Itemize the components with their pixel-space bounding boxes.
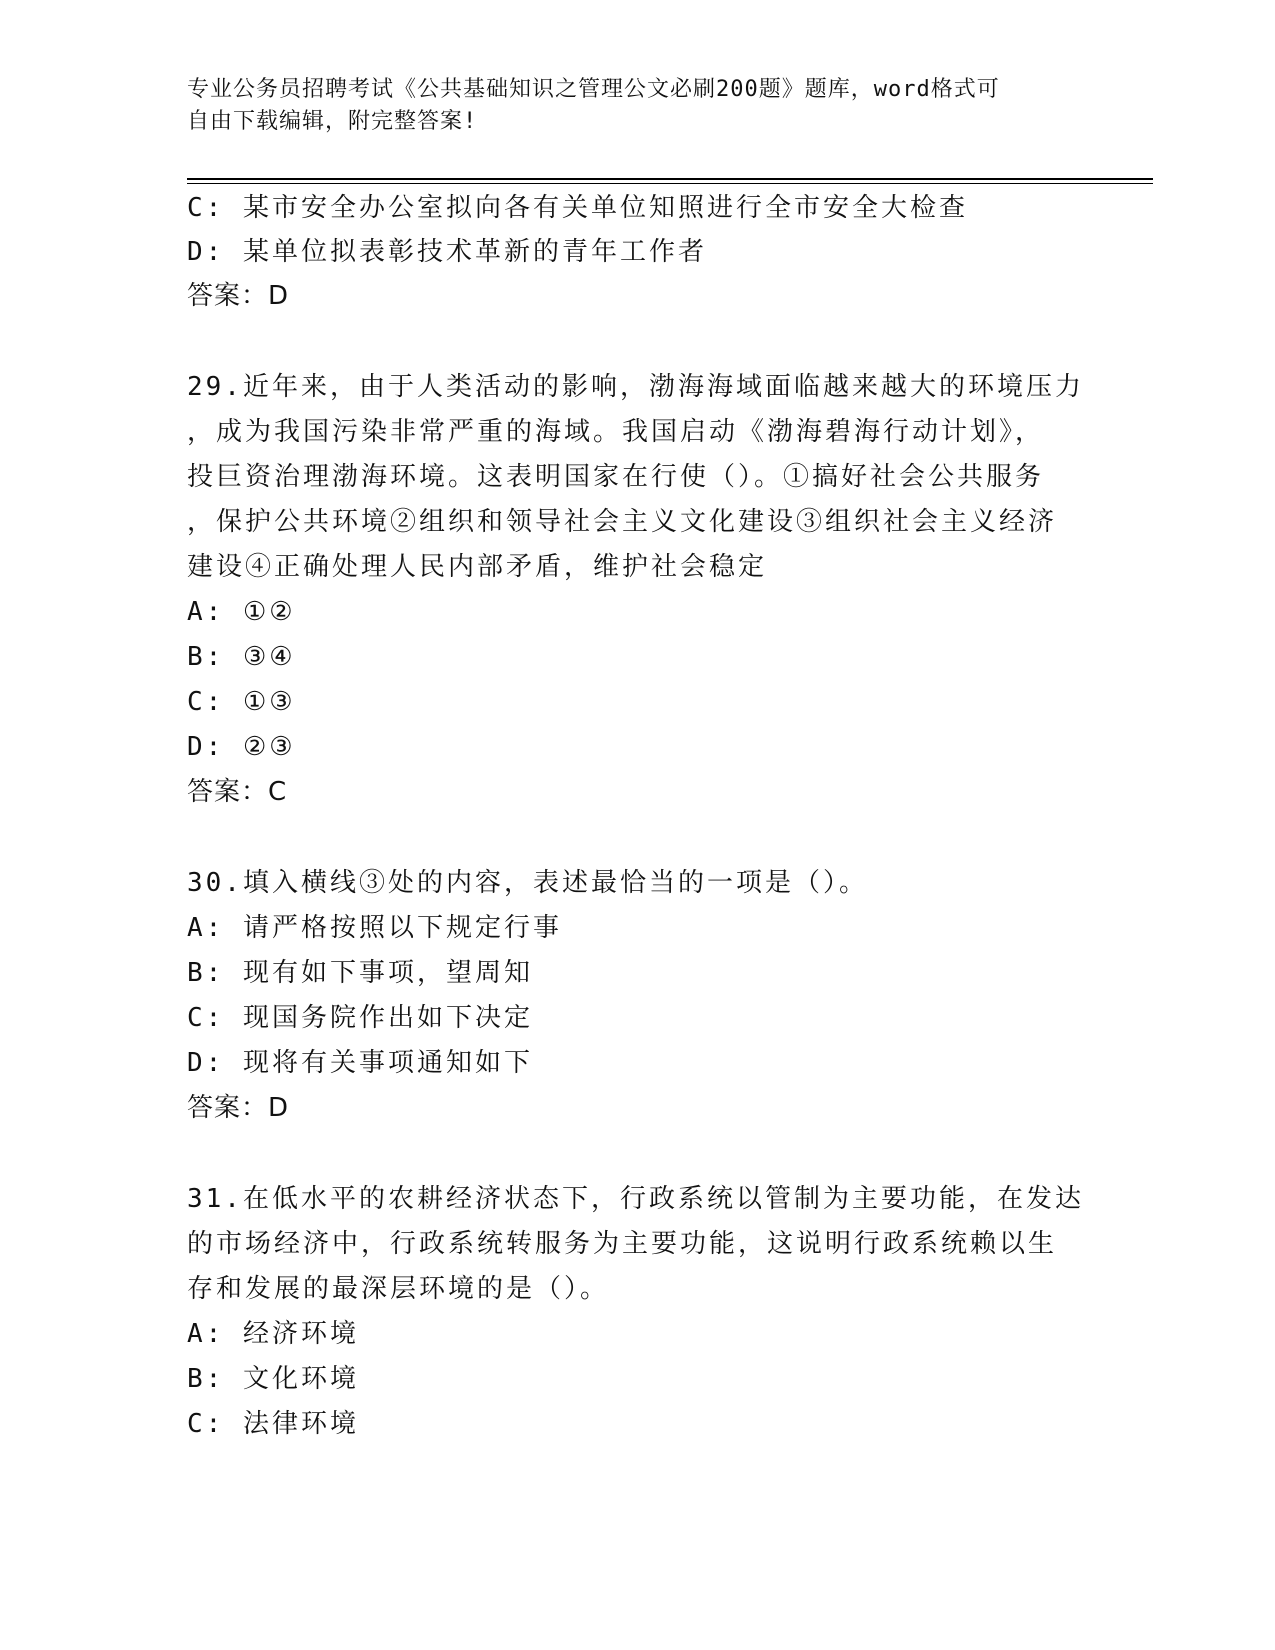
document-header	[187, 74, 1087, 138]
q30-option-a: A: 请严格按照以下规定行事	[187, 913, 562, 943]
header-line-2: 自由下载编辑，附完整答案!	[187, 109, 478, 134]
q29-stem-line-2: ，成为我国污染非常严重的海域。我国启动《渤海碧海行动计划》，	[187, 417, 1045, 447]
q31-option-b: B: 文化环境	[187, 1364, 359, 1394]
q28-option-d: D: 某单位拟表彰技术革新的青年工作者	[187, 237, 707, 267]
header-divider-thin	[187, 183, 1153, 184]
q29-stem-line-4: ，保护公共环境②组织和领导社会主义文化建设③组织社会主义经济	[187, 507, 1058, 537]
q29-stem-line-1: 29.近年来，由于人类活动的影响，渤海海域面临越来越大的环境压力	[187, 372, 1084, 402]
q29-option-d: D: ②③	[187, 732, 296, 762]
q30-stem: 30.填入横线③处的内容，表述最恰当的一项是（）。	[187, 868, 868, 898]
q31-stem-line-1: 31.在低水平的农耕经济状态下，行政系统以管制为主要功能，在发达	[187, 1184, 1084, 1214]
q31-option-c: C: 法律环境	[187, 1409, 359, 1439]
q29-option-b: B: ③④	[187, 642, 296, 672]
q30-option-c: C: 现国务院作出如下决定	[187, 1003, 533, 1033]
q30-answer: 答案：D	[187, 1093, 290, 1123]
q28-option-c: C: 某市安全办公室拟向各有关单位知照进行全市安全大检查	[187, 193, 968, 223]
header-line-1: 专业公务员招聘考试《公共基础知识之管理公文必刷200题》题库，word格式可	[187, 77, 1000, 102]
q30-option-d: D: 现将有关事项通知如下	[187, 1048, 533, 1078]
q29-stem-line-3: 投巨资治理渤海环境。这表明国家在行使（）。①搞好社会公共服务	[187, 462, 1045, 492]
q29-stem-line-5: 建设④正确处理人民内部矛盾，维护社会稳定	[187, 552, 768, 582]
header-divider-thick	[187, 178, 1153, 180]
q30-option-b: B: 现有如下事项，望周知	[187, 958, 533, 988]
q29-option-c: C: ①③	[187, 687, 296, 717]
q31-stem-line-2: 的市场经济中，行政系统转服务为主要功能，这说明行政系统赖以生	[187, 1229, 1058, 1259]
q31-stem-line-3: 存和发展的最深层环境的是（）。	[187, 1274, 610, 1304]
q31-option-a: A: 经济环境	[187, 1319, 359, 1349]
q29-option-a: A: ①②	[187, 597, 296, 627]
q29-answer: 答案：C	[187, 777, 288, 807]
q28-answer: 答案：D	[187, 281, 290, 311]
